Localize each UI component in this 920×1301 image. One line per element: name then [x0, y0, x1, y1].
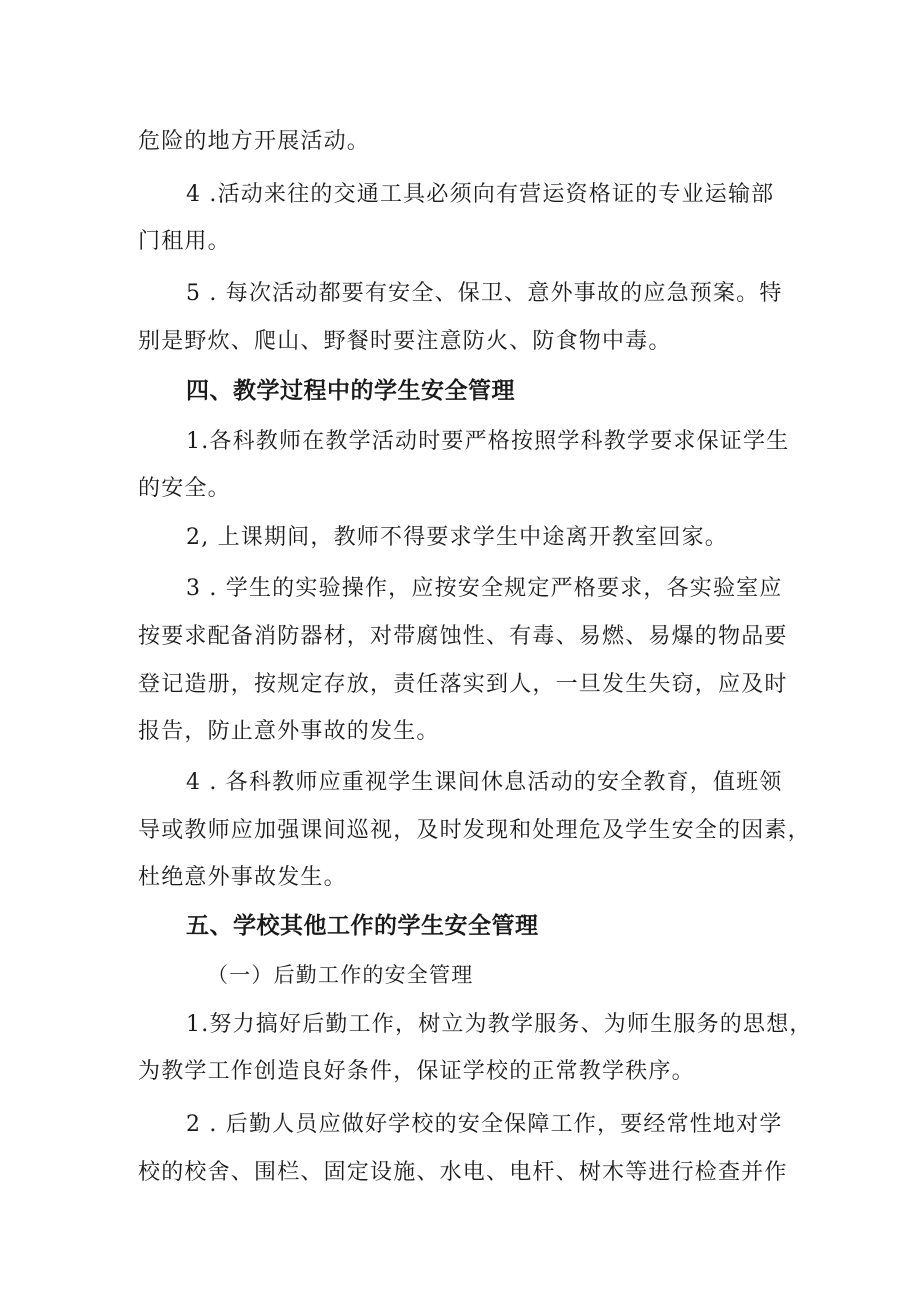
- paragraph-line: 4 . 各科教师应重视学生课间休息活动的安全教育，值班领: [186, 770, 783, 795]
- paragraph-line: 报告，防止意外事故的发生。: [138, 719, 440, 744]
- subsection-heading: （一）后勤工作的安全管理: [207, 963, 474, 987]
- paragraph-line: 1.努力搞好后勤工作，树立为教学服务、为师生服务的思想，: [186, 1012, 813, 1037]
- paragraph-line: 别是野炊、爬山、野餐时要注意防火、防食物中毒。: [138, 329, 672, 354]
- paragraph-line: 3 . 学生的实验操作，应按安全规定严格要求，各实验室应: [186, 576, 783, 601]
- paragraph-line: 校的校舍、围栏、固定设施、水电、电杆、树木等进行检查并作: [138, 1160, 788, 1185]
- paragraph-line: 为教学工作创造良好条件，保证学校的正常教学秩序。: [138, 1059, 695, 1084]
- paragraph-line: 1.各科教师在教学活动时要严格按照学科教学要求保证学生: [186, 429, 790, 454]
- paragraph-line: 的安全。: [138, 476, 231, 501]
- paragraph-line: 门租用。: [138, 229, 231, 254]
- paragraph-line: 登记造册，按规定存放，责任落实到人，一旦发生失窃，应及时: [138, 672, 788, 697]
- paragraph-line: 按要求配备消防器材，对带腐蚀性、有毒、易燃、易爆的物品要: [138, 624, 788, 649]
- section-heading: 四、教学过程中的学生安全管理: [186, 378, 515, 404]
- paragraph-line: 4 .活动来往的交通工具必须向有营运资格证的专业运输部: [186, 182, 775, 207]
- paragraph-line: 2, 上课期间，教师不得要求学生中途离开教室回家。: [186, 525, 728, 550]
- paragraph-line: 危险的地方开展活动。: [138, 129, 371, 154]
- paragraph-line: 杜绝意外事故发生。: [138, 865, 347, 890]
- section-heading: 五、学校其他工作的学生安全管理: [186, 913, 539, 939]
- paragraph-line: 5 . 每次活动都要有安全、保卫、意外事故的应急预案。特: [186, 281, 783, 306]
- paragraph-line: 2 . 后勤人员应做好学校的安全保障工作，要经常性地对学: [186, 1112, 783, 1137]
- paragraph-line: 导或教师应加强课间巡视，及时发现和处理危及学生安全的因素，: [138, 818, 811, 843]
